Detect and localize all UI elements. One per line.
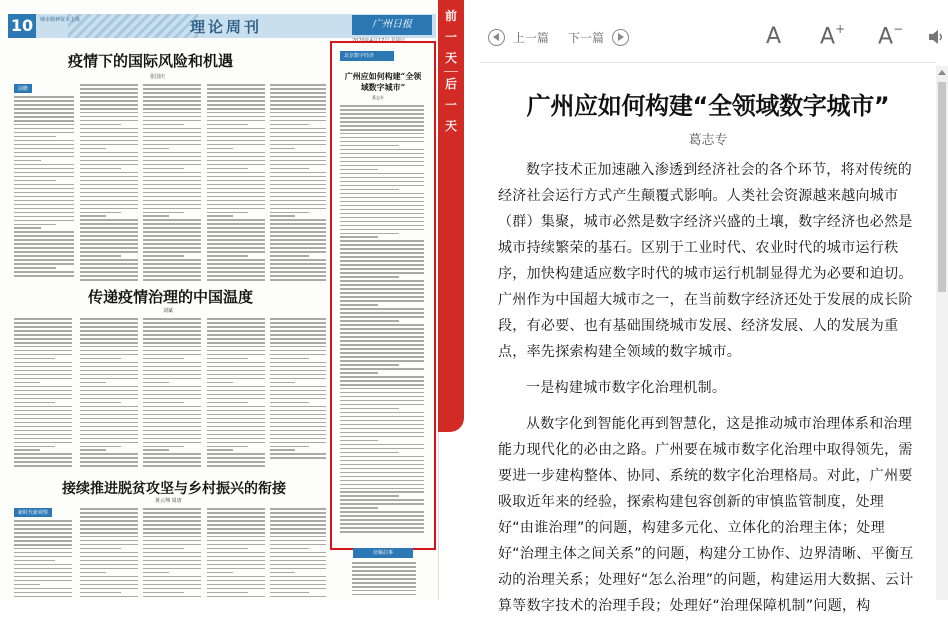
chevron-right-icon [612,29,629,46]
text-column [207,318,265,469]
paper-article-2-author: 刘斌 [163,308,174,314]
font-increase-button[interactable] [820,24,845,49]
font-decrease-label: A [878,24,894,50]
paper-article-3-title[interactable]: 接续推进脱贫攻坚与乡村振兴的衔接 [62,481,286,497]
paper-article-1-title[interactable]: 疫情下的国际风险和机遇 [68,52,234,70]
previous-article-label: 上一篇 [512,31,549,45]
text-column [14,520,72,600]
masthead-small-text: 城市精神资本主体 [40,17,81,23]
paper-article-1-author: 张国庆 [150,74,166,80]
page-number: 10 [8,14,36,38]
scroll-up-icon[interactable] [938,70,946,75]
text-column [80,84,138,283]
minus-icon: − [893,22,904,36]
font-decrease-button[interactable] [878,24,903,49]
text-column [143,84,201,283]
article-paragraph: 从数字化到智能化再到智慧化，这是推动城市治理体系和治理能力现代化的必由之路。广州要在城市数字化治理中取得领先，需要进一步建构整体、协同、系统的数字化治理格局。对此，广州要吸取近年来的经验，探索构建包容创新的审慎监管制度，处理好“由谁治理”的问题，构建多元化、立体化的治理主体；处理好“治理主体之间关系”的问题，构建分工协作、边界清晰、平衡互动的治理关系；处理好“怎么治理”的问题，构建运用大数据、云计算等数字技术的治理手段；处理好“治理保障机制”问题，构 [498,416,914,614]
next-article-button[interactable] [568,28,629,48]
reader-toolbar [480,22,948,54]
speaker-icon[interactable] [927,28,945,50]
plus-icon: + [835,22,846,36]
tab-divider [444,71,458,72]
text-column [340,105,424,535]
font-increase-label: A [820,24,836,50]
notice-box-title: 征稿启事 [353,548,413,558]
selected-article-highlight[interactable] [330,41,436,550]
sidebar-article-title: 广州应如何构建“全领域数字城市” [344,71,422,92]
next-article-label: 下一篇 [568,31,605,45]
text-column [270,318,326,461]
article-scrollbar[interactable] [936,66,948,600]
text-column [270,508,326,600]
text-column [207,508,265,600]
section-title: 理论周刊 [190,18,263,36]
text-column [270,84,326,283]
paper-article-2-title[interactable]: 传递疫情治理的中国温度 [88,288,254,306]
text-column [207,84,265,283]
previous-day-button[interactable]: 前 一 天 [444,9,457,65]
article-content [498,86,918,619]
next-day-button[interactable]: 后 一 天 [444,77,457,133]
text-column [14,318,72,469]
sidebar-article-author: 葛志专 [372,95,384,100]
article-paragraph: 一是构建城市数字化治理机制。 [526,380,727,396]
newspaper-logo: 广州日报 [352,15,432,35]
toolbar-divider [480,62,936,63]
previous-article-button[interactable] [488,28,549,48]
font-default-button[interactable]: A [766,24,782,49]
scrollbar-thumb[interactable] [938,82,946,292]
article-paragraph: 数字技术正加速融入渗透到经济社会的各个环节，将对传统的经济社会运行方式产生颠覆式影响。人类社会资源越来越向城市（群）集聚，城市必然是数字经济兴盛的土壤，数字经济也必然是城市持续繁荣的基石。区别于工业时代、农业时代的城市运行秩序，加快构建适应数字时代的城市运行机制显得尤为必要和迫切。广州作为中国超大城市之一，在当前数字经济还处于发展的成长阶段，有必要、也有基础围绕城市发展、经济发展、人的发展为重点，率先探索构建全领域的数字城市。 [498,162,913,360]
newspaper-page [0,0,439,600]
text-column [14,96,74,279]
chevron-left-icon [488,29,505,46]
article-title: 广州应如何构建“全领域数字城市” [526,92,890,120]
text-column [80,508,138,600]
paper-tag: 前瞻 [14,84,32,93]
paper-article-3-author: 黄云翔 周唐 [155,498,182,504]
day-navigation-tab [438,0,464,432]
text-column [143,318,201,469]
text-column [80,318,138,469]
paper-tag-bottom: 新时代新观察 [14,508,52,517]
sidebar-tag: 北京数字经济 [340,51,394,61]
text-column [352,562,416,598]
text-column [143,508,201,600]
article-author: 葛志专 [688,133,728,148]
